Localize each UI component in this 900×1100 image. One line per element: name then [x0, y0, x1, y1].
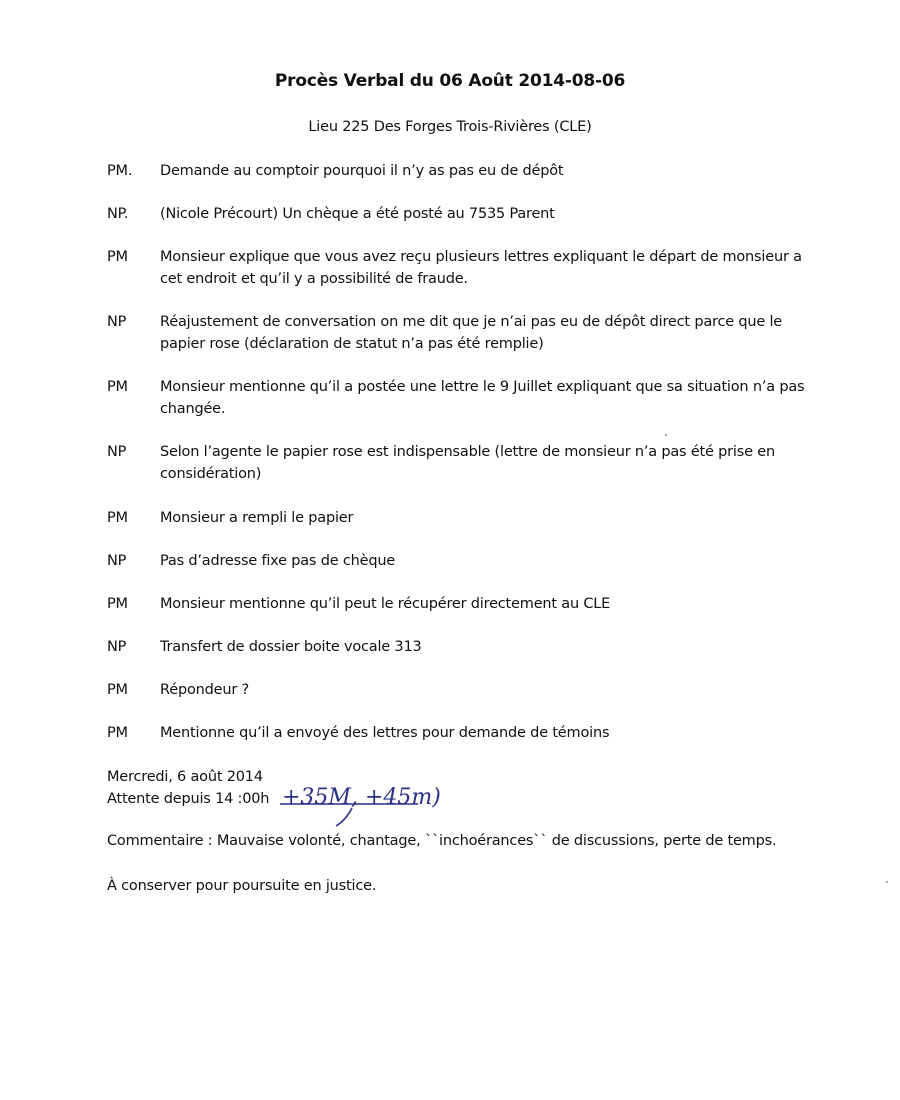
footer-date: Mercredi, 6 août 2014 [107, 769, 263, 785]
entry-text: Pas d’adresse fixe pas de chèque [160, 553, 396, 569]
entry-text: Mentionne qu’il a envoyé des lettres pour demande de témoins [160, 725, 610, 741]
entry-speaker: NP [107, 553, 127, 569]
handwritten-annotation [278, 778, 528, 830]
entry-text: Demande au comptoir pourquoi il n’y as pas eu de dépôt [160, 163, 564, 179]
footer-wait: Attente depuis 14 :00h [107, 791, 270, 807]
entry-speaker: NP. [107, 206, 129, 222]
entry-speaker: PM [107, 596, 128, 612]
entry-speaker: PM [107, 379, 128, 395]
entry-text: Réajustement de conversation on me dit que je n’ai pas eu de dépôt direct parce que le papier rose (déclaration de statut n’a pas été remplie) [160, 314, 783, 352]
entry-text: Selon l’agente le papier rose est indispensable (lettre de monsieur n’a pas été prise en considération) [160, 444, 775, 482]
scan-speck [665, 434, 667, 436]
scan-speck [886, 881, 888, 883]
entry-speaker: PM [107, 510, 128, 526]
document-location: Lieu 225 Des Forges Trois-Rivières (CLE) [308, 119, 592, 135]
handwritten-text: +35M, +45m) [282, 785, 441, 810]
entry-speaker: PM. [107, 163, 133, 179]
entry-text: Répondeur ? [160, 682, 249, 698]
entry-text: Monsieur mentionne qu’il a postée une lettre le 9 Juillet expliquant que sa situation n’a pas changée. [160, 379, 805, 417]
document-title: Procès Verbal du 06 Août 2014-08-06 [274, 71, 626, 91]
entry-text: Monsieur mentionne qu’il peut le récupérer directement au CLE [160, 596, 611, 612]
entry-text: Transfert de dossier boite vocale 313 [160, 639, 422, 655]
entry-speaker: NP [107, 444, 127, 460]
entry-speaker: NP [107, 639, 127, 655]
entry-text: Monsieur explique que vous avez reçu plusieurs lettres expliquant le départ de monsieur a cet endroit et qu’il y a possibilité de fraude. [160, 249, 802, 287]
entry-speaker: PM [107, 725, 128, 741]
entry-text: Monsieur a rempli le papier [160, 510, 354, 526]
footer-keep: À conserver pour poursuite en justice. [107, 878, 377, 894]
entry-speaker: NP [107, 314, 127, 330]
entry-speaker: PM [107, 249, 128, 265]
entry-text: (Nicole Précourt) Un chèque a été posté au 7535 Parent [160, 206, 555, 222]
entry-speaker: PM [107, 682, 128, 698]
footer-comment: Commentaire : Mauvaise volonté, chantage, ``inchoérances`` de discussions, perte de temps. [107, 833, 777, 849]
